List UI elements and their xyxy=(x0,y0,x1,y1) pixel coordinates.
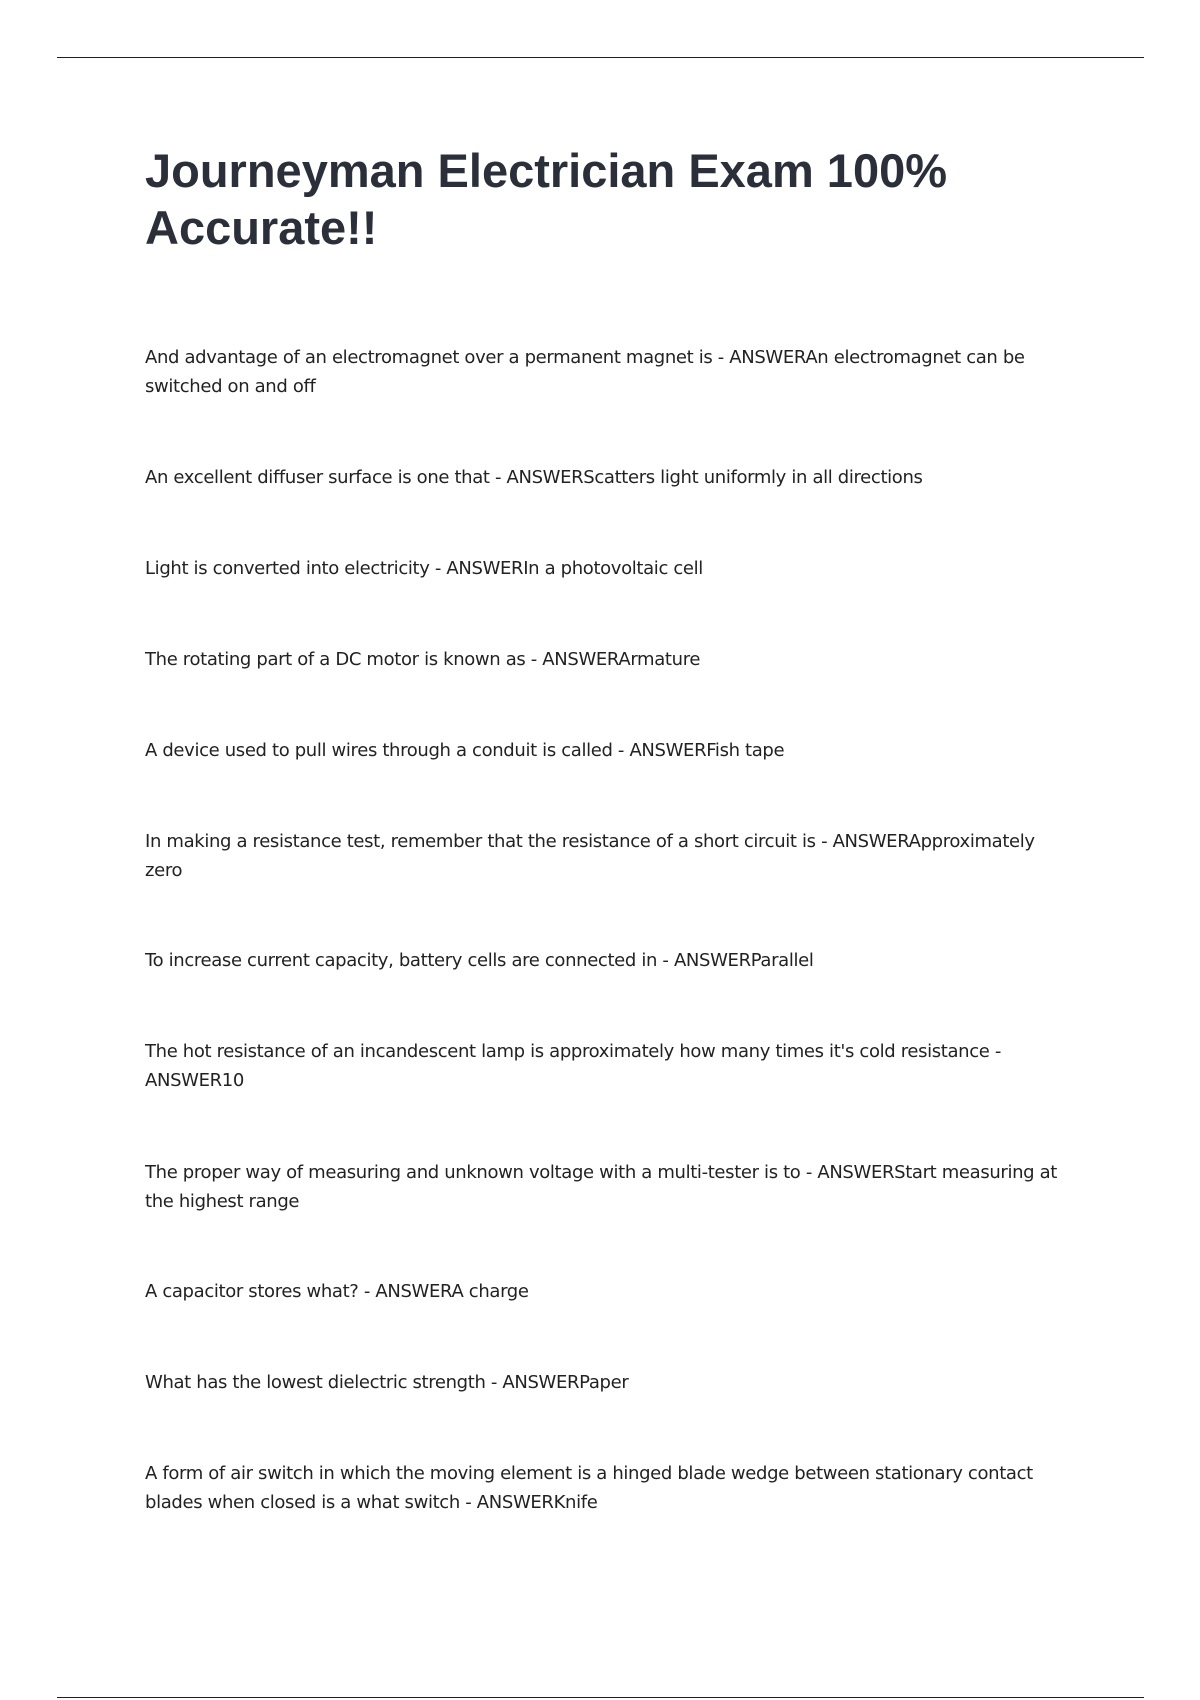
qa-item: To increase current capacity, battery cells are connected in - ANSWERParallel xyxy=(145,950,814,971)
qa-item: A device used to pull wires through a conduit is called - ANSWERFish tape xyxy=(145,740,785,761)
footer-rule xyxy=(57,1697,1144,1698)
qa-item: The proper way of measuring and unknown voltage with a multi-tester is to - ANSWERStart measuring at the highest range xyxy=(145,1162,1057,1212)
qa-item: The rotating part of a DC motor is known as - ANSWERArmature xyxy=(145,649,701,670)
qa-item: The hot resistance of an incandescent lamp is approximately how many times it's cold resistance - ANSWER10 xyxy=(145,1041,1002,1091)
qa-item: Light is converted into electricity - ANSWERIn a photovoltaic cell xyxy=(145,558,703,579)
qa-item: A form of air switch in which the moving element is a hinged blade wedge between stationary contact blades when closed is a what switch - ANSWERKnife xyxy=(145,1463,1033,1513)
qa-item: What has the lowest dielectric strength - ANSWERPaper xyxy=(145,1372,629,1393)
header-rule xyxy=(57,57,1144,58)
document-title: Journeyman Electrician Exam 100% Accurate!! xyxy=(145,144,948,254)
qa-item: In making a resistance test, remember that the resistance of a short circuit is - ANSWERApproximately zero xyxy=(145,831,1035,881)
qa-item: A capacitor stores what? - ANSWERA charge xyxy=(145,1281,529,1302)
qa-item: And advantage of an electromagnet over a permanent magnet is - ANSWERAn electromagnet can be switched on and off xyxy=(145,347,1025,397)
qa-item: An excellent diffuser surface is one that - ANSWERScatters light uniformly in all directions xyxy=(145,467,923,488)
